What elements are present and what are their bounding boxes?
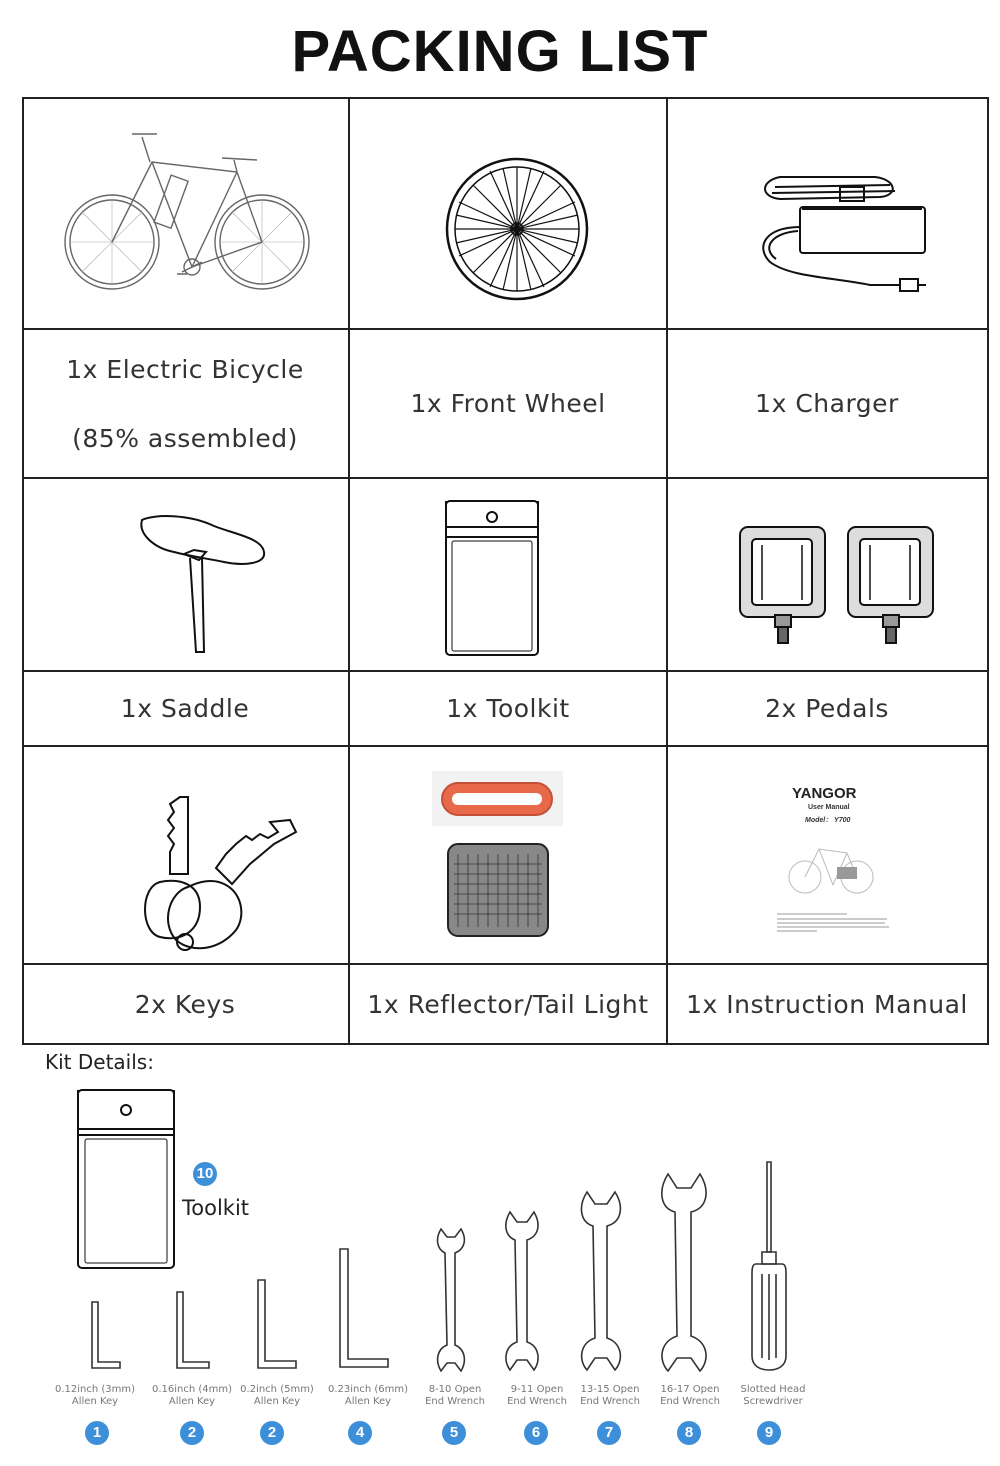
- item-label-front-wheel: 1x Front Wheel: [410, 389, 606, 418]
- open-end-wrench-9-11-icon: [503, 1208, 541, 1373]
- allen-key-3mm-icon: [90, 1300, 122, 1372]
- tool-label-4: 0.23inch (6mm) Allen Key: [327, 1384, 409, 1407]
- pedals-icon: [732, 515, 937, 655]
- item-label-electric-bicycle-note: (85% assembled): [72, 423, 298, 453]
- kit-details-heading: Kit Details:: [45, 1050, 154, 1074]
- page-title: PACKING LIST: [291, 19, 709, 84]
- tool-label-8: 16-17 Open End Wrench: [660, 1384, 720, 1407]
- tool-label-5: 8-10 Open End Wrench: [425, 1384, 485, 1407]
- manual-model: Model： Y700: [805, 817, 851, 824]
- item-label-keys: 2x Keys: [134, 989, 236, 1019]
- grid-line: [22, 1043, 989, 1045]
- keys-icon: [140, 792, 305, 957]
- number-badge-5: 5: [442, 1421, 466, 1445]
- item-label-manual: 1x Instruction Manual: [686, 989, 968, 1019]
- grid-line: [987, 97, 989, 1045]
- wheel-icon: [445, 157, 590, 302]
- item-label-electric-bicycle-name: 1x Electric Bicycle: [66, 354, 304, 384]
- item-label-reflector: 1x Reflector/Tail Light: [367, 989, 649, 1019]
- saddle-icon: [134, 512, 269, 660]
- tool-label-2: 0.16inch (4mm) Allen Key: [151, 1384, 233, 1407]
- tool-label-9: Slotted Head Screwdriver: [740, 1384, 806, 1407]
- item-label-electric-bicycle: [22, 330, 348, 477]
- allen-key-6mm-icon: [338, 1247, 390, 1371]
- number-badge-2: 2: [180, 1421, 204, 1445]
- number-badge-6: 6: [524, 1421, 548, 1445]
- number-badge-3: 2: [260, 1421, 284, 1445]
- screwdriver-icon: [750, 1160, 788, 1372]
- number-badge-10: 10: [193, 1162, 217, 1186]
- tool-label-6: 9-11 Open End Wrench: [507, 1384, 567, 1407]
- grid-line: [22, 97, 24, 1045]
- grid-line: [22, 745, 989, 747]
- number-badge-7: 7: [597, 1421, 621, 1445]
- open-end-wrench-8-10-icon: [435, 1225, 467, 1373]
- reflector-tail-light-icon: [430, 769, 565, 944]
- tool-label-3: 0.2inch (5mm) Allen Key: [240, 1384, 314, 1407]
- manual-text-block: [777, 912, 892, 932]
- item-label-toolkit: 1x Toolkit: [446, 694, 570, 723]
- manual-brand: YANGOR: [792, 785, 857, 802]
- tool-label-1: 0.12inch (3mm) Allen Key: [54, 1384, 136, 1407]
- toolkit-bag-large-icon: [75, 1087, 177, 1272]
- number-badge-4: 4: [348, 1421, 372, 1445]
- open-end-wrench-16-17-icon: [658, 1170, 710, 1374]
- packing-list-table: [22, 97, 989, 1045]
- tool-label-7: 13-15 Open End Wrench: [580, 1384, 640, 1407]
- item-label-saddle: 1x Saddle: [120, 694, 250, 723]
- number-badge-1: 1: [85, 1421, 109, 1445]
- item-label-charger: 1x Charger: [755, 389, 899, 418]
- grid-line: [22, 97, 989, 99]
- allen-key-5mm-icon: [256, 1278, 298, 1372]
- allen-key-4mm-icon: [175, 1290, 211, 1372]
- charger-icon: [750, 167, 930, 302]
- toolkit-label: Toolkit: [182, 1196, 250, 1220]
- grid-line: [666, 97, 668, 1045]
- number-badge-8: 8: [677, 1421, 701, 1445]
- item-label-pedals: 2x Pedals: [765, 694, 889, 723]
- manual-subtitle: User Manual: [808, 804, 850, 811]
- manual-bicycle-icon: [787, 837, 877, 897]
- number-badge-9: 9: [757, 1421, 781, 1445]
- bicycle-icon: [62, 122, 322, 302]
- open-end-wrench-13-15-icon: [578, 1188, 624, 1373]
- grid-line: [22, 477, 989, 479]
- toolkit-bag-icon: [442, 497, 542, 659]
- grid-line: [348, 97, 350, 1045]
